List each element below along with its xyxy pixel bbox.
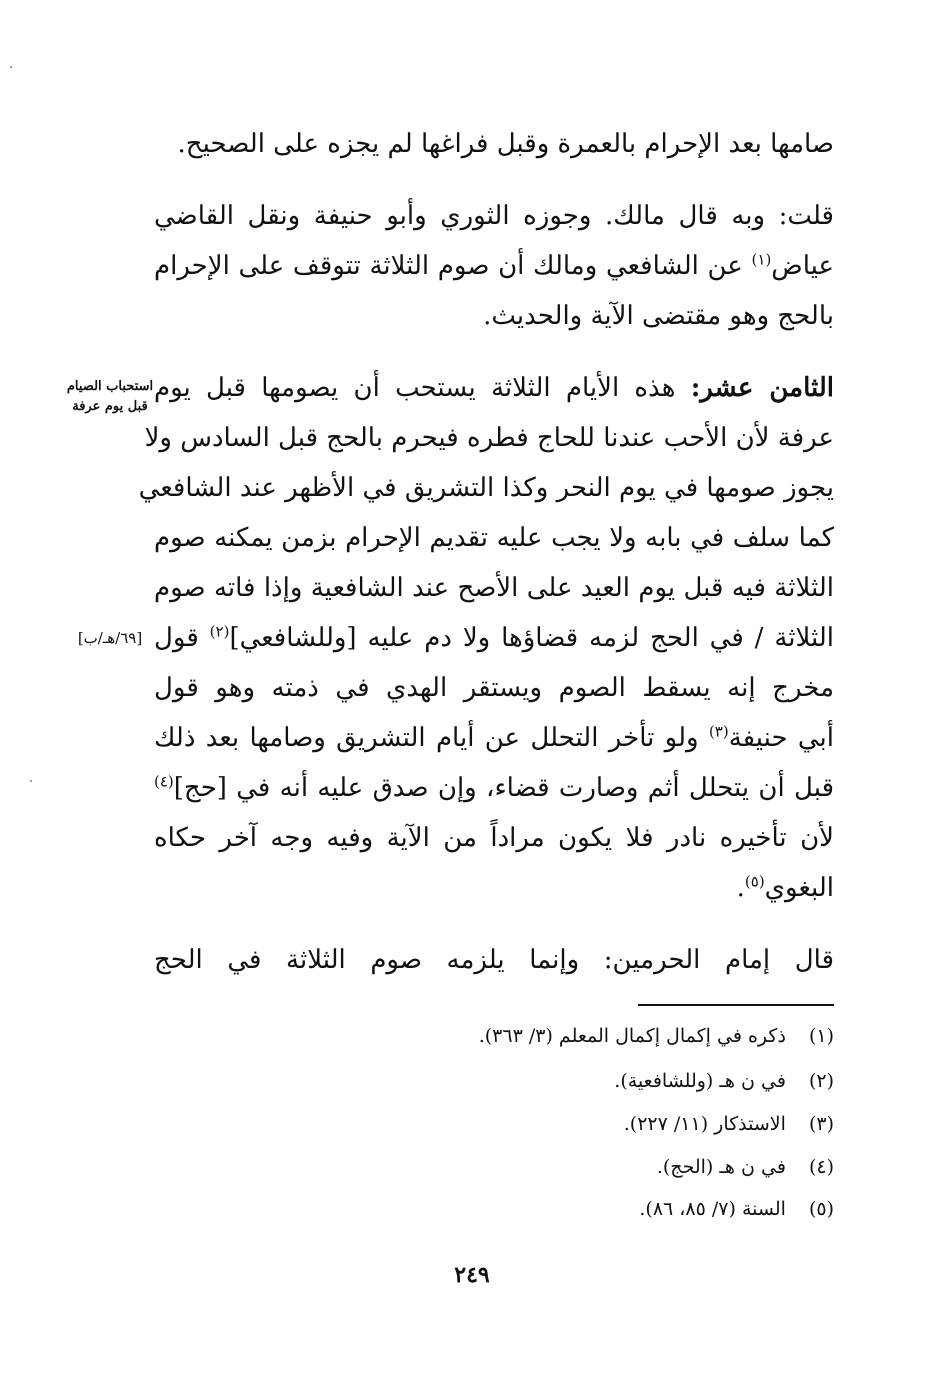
body-line-7: يجوز صومها في يوم النحر وكذا التشريق في الأظهر عند الشافعي — [138, 473, 834, 503]
body-line-4: بالحج وهو مقتضى الآية والحديث. — [483, 301, 834, 331]
body-line-1: صامها بعد الإحرام بالعمرة وقبل فراغها لم يجزه على الصحيح. — [177, 129, 834, 159]
scan-speck — [30, 780, 32, 782]
body-line-11: مخرج إنه يسقط الصوم ويستقر الهدي في ذمته وهو قول — [154, 673, 834, 703]
body-line-3: عياض$^{(١)}$ عن الشافعي ومالك أن صوم الثلاثة تتوقف على الإحرام — [154, 250, 835, 281]
body-line-6: عرفة لأن الأحب عندنا للحاج فطره فيحرم بالحج قبل السادس ولا — [144, 423, 834, 453]
footnote-divider — [638, 1004, 834, 1006]
body-line-9: الثلاثة فيه قبل يوم العيد على الأصح عند الشافعية وإذا فاته صوم — [154, 573, 834, 603]
footnote-ref-3: (٣) — [708, 722, 729, 741]
body-line-12: أبي حنيفة$^{(٣)}$ ولو تأخر التحلل عن أيام التشريق وصامها بعد ذلك — [154, 722, 834, 753]
footnote-3: (٣) الاستذكار (١١/ ٢٢٧). — [623, 1113, 834, 1135]
scan-speck — [10, 66, 12, 68]
footnote-ref-4: (٤) — [154, 772, 174, 791]
footnote-5: (٥) السنة (٧/ ٨٥، ٨٦). — [639, 1198, 834, 1220]
folio-marker: [٦٩/هـ/ب] — [77, 629, 143, 647]
footnote-ref-1: (١) — [751, 250, 772, 269]
body-line-8: كما سلف في بابه ولا يجب عليه تقديم الإحرام بزمن يمكنه صوم — [154, 523, 834, 553]
section-heading: الثامن عشر: — [690, 373, 835, 403]
footnote-1: (١) ذكره في إكمال إكمال المعلم (٣/ ٣٦٣). — [478, 1025, 834, 1047]
footnote-4: (٤) في ن هـ (الحج). — [656, 1156, 834, 1178]
margin-topic-note: استحباب الصيام قبل يوم عرفة — [66, 379, 154, 414]
body-line-14: لأن تأخيره نادر فلا يكون مراداً من الآية وفيه وجه آخر حكاه — [154, 823, 834, 853]
page-number: ٢٤٩ — [454, 1262, 490, 1288]
footnote-ref-5: (٥) — [744, 872, 765, 891]
body-line-5: الثامن عشر: هذه الأيام الثلاثة يستحب أن يصومها قبل يوم — [154, 373, 835, 403]
footnote-ref-2: (٢) — [209, 622, 230, 641]
body-line-15: البغوي$^{(٥)}$. — [736, 872, 834, 903]
body-line-2: قلت: وبه قال مالك. وجوزه الثوري وأبو حنيفة ونقل القاضي — [154, 201, 834, 231]
footnote-2: (٢) في ن هـ (وللشافعية). — [614, 1070, 834, 1092]
body-line-13: قبل أن يتحلل أثم وصارت قضاء، وإن صدق عليه أنه في [حج]$^{(٤)}$ — [154, 772, 834, 803]
body-line-10: الثلاثة / في الحج لزمه قضاؤها ولا دم عليه [وللشافعي]$^{(٢)}$ قول — [154, 622, 834, 653]
body-line-16: قال إمام الحرمين: وإنما يلزمه صوم الثلاثة في الحج — [154, 945, 834, 975]
